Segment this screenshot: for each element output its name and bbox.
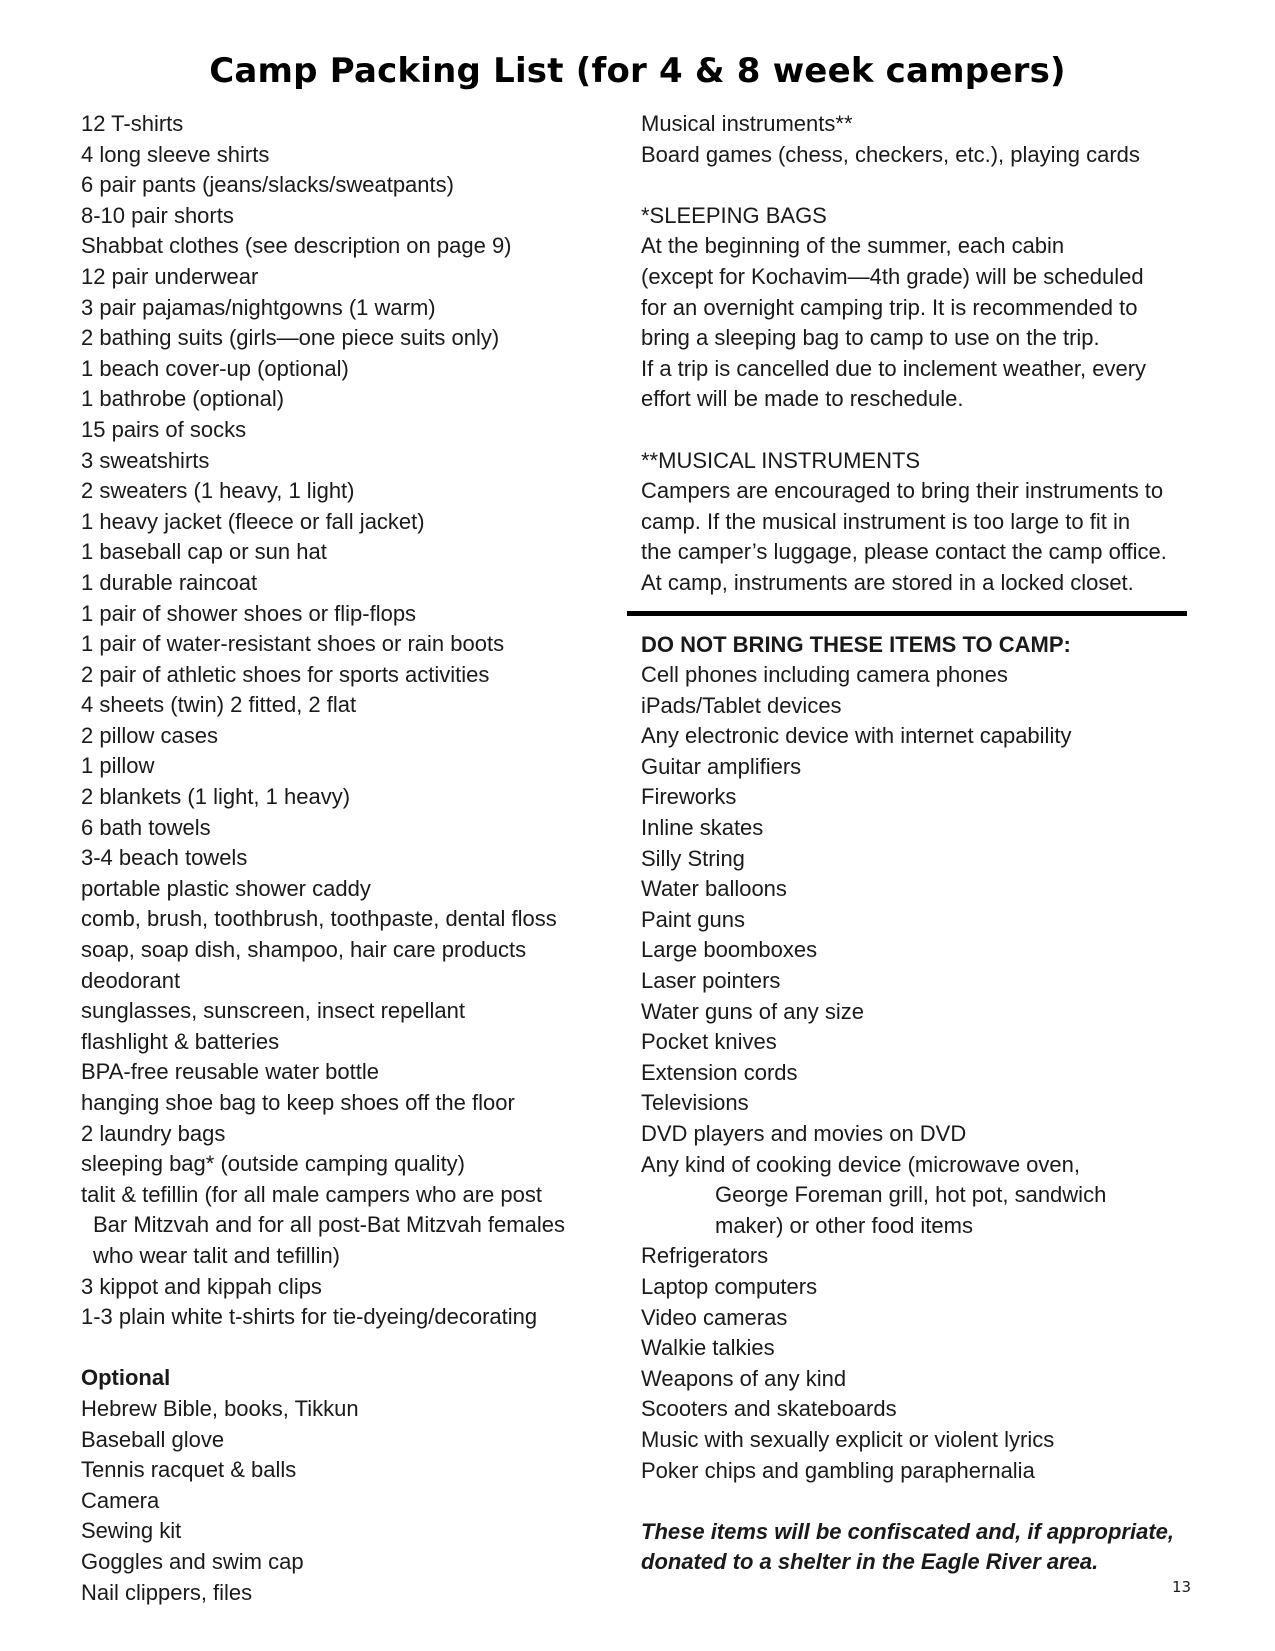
prohibited-item: Large boomboxes: [641, 937, 818, 963]
prohibited-item: Water guns of any size: [641, 998, 864, 1024]
list-item: 15 pairs of socks: [81, 416, 247, 442]
prohibited-item: Extension cords: [641, 1059, 798, 1085]
do-not-bring-section: [641, 630, 1201, 1578]
optional-item: Goggles and swim cap: [81, 1548, 304, 1574]
list-item: 1 pillow: [81, 753, 155, 779]
optional-item: Nail clippers, files: [81, 1579, 253, 1605]
list-item: deodorant: [81, 967, 181, 993]
sleeping-bags-text: [641, 231, 1201, 415]
prohibited-item: Music with sexually explicit or violent lyrics: [641, 1426, 1055, 1452]
list-item-continuation: George Foreman grill, hot pot, sandwich: [715, 1182, 1107, 1208]
prohibited-item: DVD players and movies on DVD: [641, 1121, 967, 1146]
prohibited-item: Video cameras: [641, 1304, 788, 1330]
list-item: 2 laundry bags: [81, 1120, 226, 1146]
optional-list: [81, 1394, 611, 1608]
list-item: 6 bath towels: [81, 814, 211, 840]
talit-item: [81, 1180, 611, 1272]
packing-list-column: [81, 109, 611, 1608]
list-item: 4 sheets (twin) 2 fitted, 2 flat: [81, 692, 357, 718]
list-item: 12 pair underwear: [81, 263, 259, 289]
list-item: Any kind of cooking device (microwave oven,: [641, 1151, 1080, 1177]
list-item: 2 pair of athletic shoes for sports activities: [81, 661, 490, 687]
do-not-bring-heading: DO NOT BRING THESE ITEMS TO CAMP:: [641, 631, 1071, 657]
prohibited-item: Silly String: [641, 845, 745, 871]
do-not-bring-list: [641, 660, 1201, 1150]
list-item: 4 long sleeve shirts: [81, 141, 270, 167]
list-item: 1 pair of shower shoes or flip-flops: [81, 600, 417, 626]
optional-heading: Optional: [81, 1365, 171, 1391]
list-item: hanging shoe bag to keep shoes off the floor: [81, 1090, 515, 1115]
list-item: 1 heavy jacket (fleece or fall jacket): [81, 508, 425, 534]
prohibited-item: Cell phones including camera phones: [641, 662, 1008, 688]
list-item: 1-3 plain white t-shirts for tie-dyeing/decorating: [81, 1304, 538, 1330]
paragraph-line: (except for Kochavim—4th grade) will be scheduled: [641, 263, 1144, 289]
packing-list-end: [81, 1272, 611, 1333]
list-item: 1 durable raincoat: [81, 569, 258, 595]
prohibited-item: Fireworks: [641, 784, 737, 810]
list-item: flashlight & batteries: [81, 1028, 280, 1054]
section-divider: [627, 611, 1187, 616]
list-item: sunglasses, sunscreen, insect repellant: [81, 998, 465, 1024]
list-item: portable plastic shower caddy: [81, 875, 371, 901]
list-item: Shabbat clothes (see description on page 9): [81, 233, 512, 259]
optional-item: Hebrew Bible, books, Tikkun: [81, 1395, 359, 1421]
spacer: [641, 170, 1201, 201]
packing-list: [81, 109, 611, 1180]
prohibited-item: Pocket knives: [641, 1029, 777, 1055]
list-item: sleeping bag* (outside camping quality): [81, 1151, 466, 1177]
page-title: Camp Packing List (for 4 & 8 week campers): [209, 51, 1066, 91]
list-item: 2 blankets (1 light, 1 heavy): [81, 784, 351, 810]
list-item: 1 beach cover-up (optional): [81, 355, 349, 381]
prohibited-item: Laptop computers: [641, 1273, 818, 1299]
prohibited-item: Guitar amplifiers: [641, 753, 802, 779]
list-item: 3-4 beach towels: [81, 845, 248, 871]
prohibited-item: Weapons of any kind: [641, 1365, 847, 1391]
musical-instruments-text: [641, 476, 1201, 598]
list-item: 1 baseball cap or sun hat: [81, 539, 327, 565]
list-item: 12 T-shirts: [81, 111, 184, 136]
musical-instruments-heading: **MUSICAL INSTRUMENTS: [641, 447, 921, 473]
list-item: 6 pair pants (jeans/slacks/sweatpants): [81, 172, 454, 198]
list-item: BPA-free reusable water bottle: [81, 1059, 379, 1085]
info-column: [641, 109, 1201, 1578]
list-item: 2 sweaters (1 heavy, 1 light): [81, 478, 355, 504]
musical-instruments-section: [641, 446, 1201, 599]
spacer: [81, 1333, 611, 1364]
list-item-continuation: maker) or other food items: [715, 1212, 973, 1238]
list-item: 1 bathrobe (optional): [81, 386, 285, 412]
list-item: 3 kippot and kippah clips: [81, 1273, 322, 1299]
list-item: talit & tefillin (for all male campers who are post: [81, 1181, 542, 1207]
paragraph-line: effort will be made to reschedule.: [641, 386, 964, 412]
paragraph-line: camp. If the musical instrument is too large to fit in: [641, 508, 1131, 534]
prohibited-item: Refrigerators: [641, 1243, 769, 1269]
list-item-continuation: who wear talit and tefillin): [93, 1242, 341, 1268]
paragraph-line: If a trip is cancelled due to inclement weather, every: [641, 355, 1147, 381]
confiscation-note: donated to a shelter in the Eagle River area.: [641, 1549, 1099, 1575]
prohibited-item: Televisions: [641, 1090, 749, 1116]
prohibited-item: Inline skates: [641, 815, 764, 841]
optional-item: Baseball glove: [81, 1426, 225, 1452]
list-item: soap, soap dish, shampoo, hair care products: [81, 937, 527, 963]
list-item-continuation: Bar Mitzvah and for all post-Bat Mitzvah females: [93, 1212, 565, 1238]
paragraph-line: bring a sleeping bag to camp to use on the trip.: [641, 325, 1100, 351]
optional-item: Camera: [81, 1487, 160, 1513]
list-item: 3 pair pajamas/nightgowns (1 warm): [81, 294, 436, 320]
prohibited-item: Any electronic device with internet capability: [641, 723, 1072, 749]
paragraph-line: for an overnight camping trip. It is recommended to: [641, 294, 1138, 320]
list-item: 2 pillow cases: [81, 722, 218, 748]
spacer: [641, 415, 1201, 446]
sleeping-bags-heading: *SLEEPING BAGS: [641, 202, 827, 228]
page-number: 13: [1172, 1578, 1192, 1596]
packing-list-continued: [641, 109, 1201, 170]
list-item: comb, brush, toothbrush, toothpaste, dental floss: [81, 906, 557, 932]
confiscation-note: These items will be confiscated and, if appropriate,: [641, 1518, 1175, 1544]
prohibited-item: Scooters and skateboards: [641, 1396, 897, 1422]
list-item: 3 sweatshirts: [81, 447, 210, 473]
paragraph-line: At the beginning of the summer, each cabin: [641, 233, 1065, 259]
prohibited-item: Paint guns: [641, 906, 745, 932]
prohibited-item: Poker chips and gambling paraphernalia: [641, 1457, 1035, 1483]
prohibited-item: iPads/Tablet devices: [641, 692, 842, 718]
paragraph-line: At camp, instruments are stored in a locked closet.: [641, 569, 1134, 595]
prohibited-item: Walkie talkies: [641, 1335, 775, 1361]
list-item: 2 bathing suits (girls—one piece suits only): [81, 325, 500, 351]
prohibited-item: Water balloons: [641, 876, 787, 902]
list-item: 8-10 pair shorts: [81, 202, 234, 228]
paragraph-line: Campers are encouraged to bring their instruments to: [641, 478, 1164, 504]
list-item: Board games (chess, checkers, etc.), playing cards: [641, 141, 1140, 167]
sleeping-bags-section: [641, 201, 1201, 415]
list-item: Musical instruments**: [641, 111, 853, 136]
optional-item: Sewing kit: [81, 1518, 182, 1544]
list-item: 1 pair of water-resistant shoes or rain boots: [81, 631, 505, 657]
prohibited-item: Laser pointers: [641, 968, 781, 994]
paragraph-line: the camper’s luggage, please contact the camp office.: [641, 539, 1167, 565]
cooking-device-item: [641, 1150, 1201, 1242]
do-not-bring-list-continued: [641, 1241, 1201, 1486]
spacer: [641, 1486, 1201, 1517]
optional-item: Tennis racquet & balls: [81, 1457, 297, 1483]
